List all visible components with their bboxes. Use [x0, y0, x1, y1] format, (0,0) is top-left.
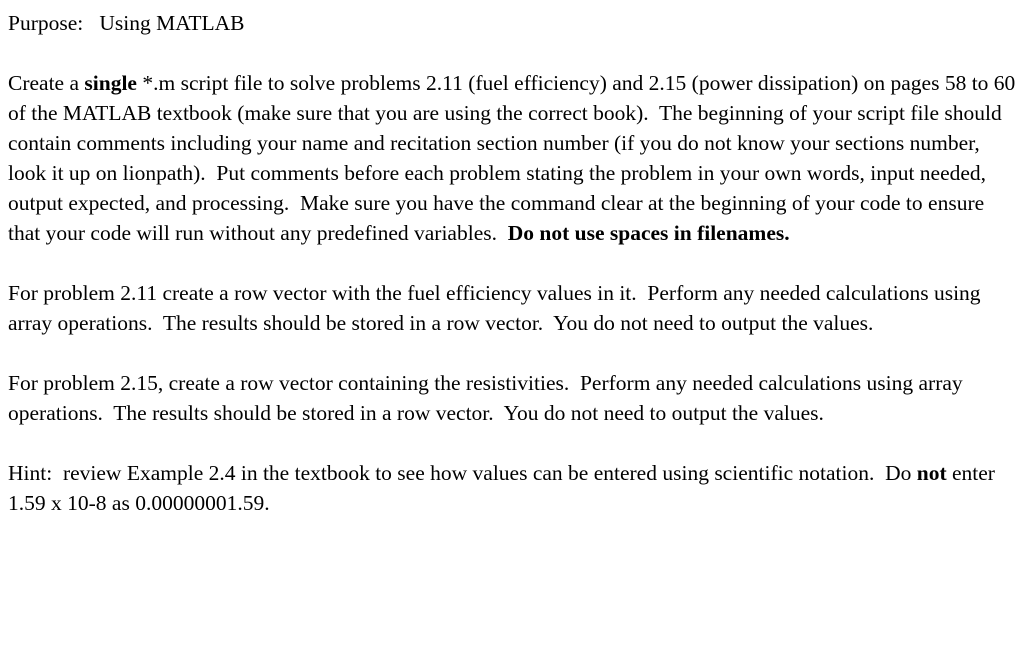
purpose-value: Using MATLAB	[99, 11, 245, 35]
spacer	[8, 38, 1018, 68]
problem-2-11-paragraph: For problem 2.11 create a row vector with the fuel efficiency values in it. Perform any needed calculations using array operations. The results should be stored in a row vector. You do not need to output the values.	[8, 281, 986, 335]
intro-text-2: *.m script file to solve problems 2.11 (fuel efficiency) and 2.15 (power dissipation) on pages 58 to 60 of the MATLAB textbook (make sure that you are using the correct book). The beginning of your script file should contain comments including your name and recitation section number (if you do not know your sections number, look it up on lionpath). Put comments before each problem stating the problem in your own words, input needed, output expected, and processing. Make sure you have the command clear at the beginning of your code to ensure that your code will run without any predefined variables.	[8, 71, 1021, 245]
purpose-label: Purpose:	[8, 11, 84, 35]
spacer	[8, 428, 1018, 458]
document-page	[8, 8, 1021, 518]
hint-paragraph	[8, 458, 1018, 518]
problem-2-15-paragraph: For problem 2.15, create a row vector containing the resistivities. Perform any needed calculations using array operations. The results should be stored in a row vector. You do not need to output the values.	[8, 371, 969, 425]
spacer	[8, 338, 1018, 368]
spacer	[8, 248, 1018, 278]
intro-bold-single: single	[84, 71, 137, 95]
hint-text-2: enter 1.59 x 10-8 as 0.00000001.59.	[8, 461, 995, 515]
intro-paragraph	[8, 68, 1021, 248]
intro-bold-filenames: Do not use spaces in filenames.	[507, 221, 790, 245]
purpose-line	[8, 8, 1018, 38]
hint-bold-not: not	[916, 461, 947, 485]
intro-text-1: Create a	[8, 71, 85, 95]
hint-text-1: Hint: review Example 2.4 in the textbook to see how values can be entered using scientific notation. Do	[8, 461, 917, 485]
